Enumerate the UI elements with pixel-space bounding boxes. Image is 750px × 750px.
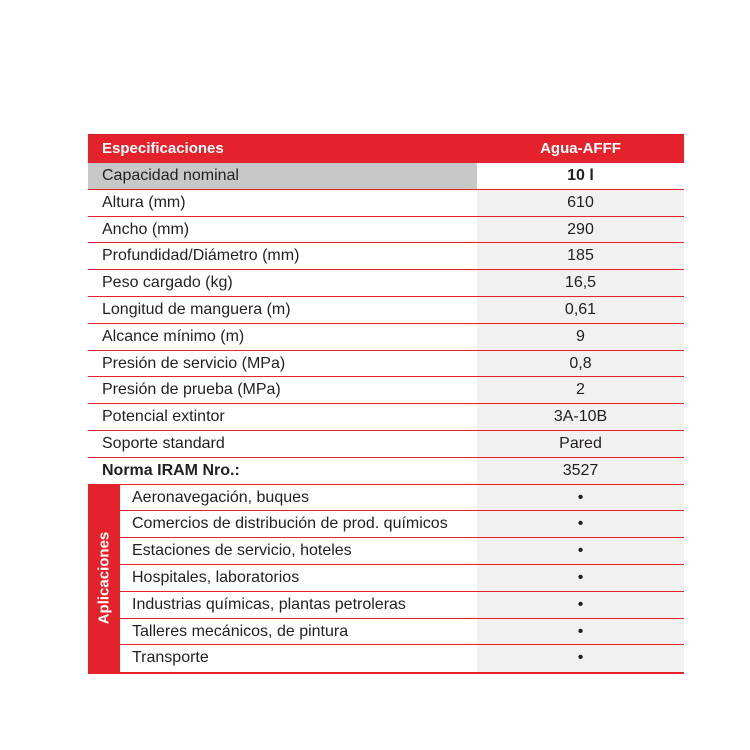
application-row [120,645,684,672]
spec-value: 10 l [477,163,684,189]
spec-value: Pared [477,431,684,457]
applications-title-band [88,485,120,673]
spec-value: 3527 [477,458,684,484]
spec-row-profundidad [88,243,684,270]
spec-row-altura [88,190,684,217]
application-label: Hospitales, laboratorios [132,568,300,586]
application-label: Aeronavegación, buques [132,488,310,506]
applications-section [88,485,684,673]
table-header [88,134,684,163]
header-product: Agua-AFFF [540,140,621,157]
application-mark: • [477,565,684,591]
spec-value: 3A-10B [477,404,684,430]
spec-label: Norma IRAM Nro.: [102,461,240,479]
spec-label: Altura (mm) [102,193,186,211]
application-row [120,565,684,592]
spec-label: Ancho (mm) [102,220,190,238]
spec-label: Potencial extintor [102,408,225,426]
application-row [120,485,684,512]
spec-row-peso [88,270,684,297]
application-label: Comercios de distribución de prod. químicos [132,515,448,533]
spec-row-soporte [88,431,684,458]
spec-value: 16,5 [477,270,684,296]
spec-value: 610 [477,190,684,216]
application-label: Industrias químicas, plantas petroleras [132,595,406,613]
spec-row-norma [88,458,684,485]
spec-value: 0,61 [477,297,684,323]
application-row [120,592,684,619]
spec-row-presion-servicio [88,351,684,378]
application-mark: • [477,538,684,564]
applications-title: Aplicaciones [95,532,113,625]
application-mark: • [477,592,684,618]
spec-label: Peso cargado (kg) [102,274,233,292]
spec-label: Soporte standard [102,434,225,452]
spec-row-longitud [88,297,684,324]
application-row [120,538,684,565]
spec-value: 185 [477,243,684,269]
application-mark: • [477,511,684,537]
application-label: Transporte [132,649,209,667]
application-label: Estaciones de servicio, hoteles [132,542,352,560]
spec-row-presion-prueba [88,377,684,404]
spec-label: Alcance mínimo (m) [102,327,245,345]
spec-label: Capacidad nominal [88,163,477,189]
spec-row-capacidad [88,163,684,190]
spec-label: Longitud de manguera (m) [102,300,291,318]
spec-value: 0,8 [477,351,684,377]
header-label: Especificaciones [102,140,224,157]
spec-table [88,134,684,674]
application-row [120,619,684,646]
applications-list [120,485,684,673]
spec-value: 290 [477,217,684,243]
spec-value: 2 [477,377,684,403]
spec-value: 9 [477,324,684,350]
application-label: Talleres mecánicos, de pintura [132,622,349,640]
spec-row-alcance [88,324,684,351]
application-mark: • [477,645,684,672]
application-mark: • [477,619,684,645]
spec-row-potencial [88,404,684,431]
application-mark: • [477,485,684,511]
application-row [120,511,684,538]
spec-row-ancho [88,217,684,244]
spec-label: Profundidad/Diámetro (mm) [102,247,300,265]
spec-label: Presión de prueba (MPa) [102,381,281,399]
spec-label: Presión de servicio (MPa) [102,354,286,372]
